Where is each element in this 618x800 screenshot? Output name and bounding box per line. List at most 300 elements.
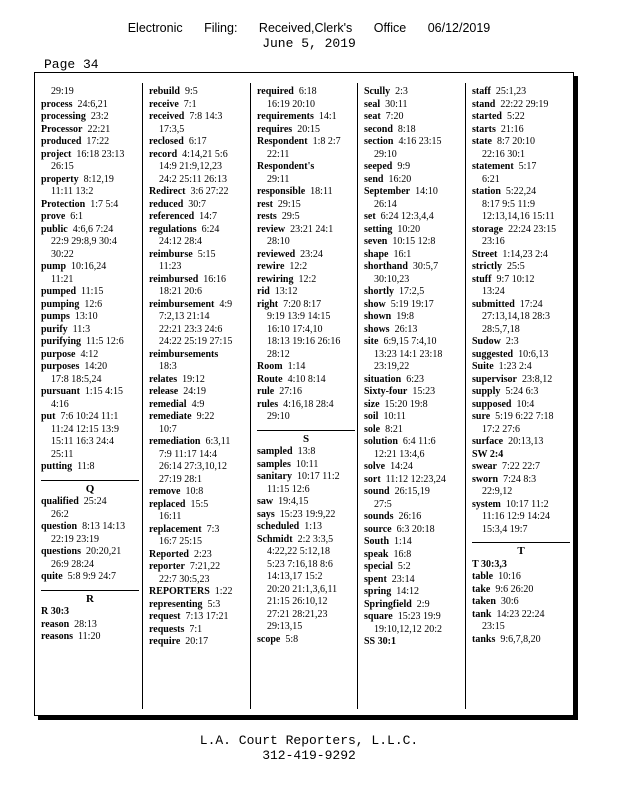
page-references: 18:11 [305,186,333,197]
page-references: 18:21 20:6 [159,286,203,297]
index-term: purposes [41,361,80,372]
page-references: 26:14 27:3,10,12 [159,461,228,472]
index-term: setting [364,223,393,235]
word-index-box [34,72,574,716]
page-references: 26:15,19 [389,486,430,497]
page-references: 17:3,5 [159,123,185,135]
page-references: 13:8 [292,446,316,457]
index-entry [149,399,247,412]
page-references: 9:5 [179,86,198,97]
page-references: 13:10 [69,311,98,322]
index-term: statement [472,161,514,172]
page-references: 12:13,14,16 15:11 [482,211,555,222]
page-references: 27:16 [274,386,302,397]
index-entry [257,534,355,547]
page-references: 11:11 13:2 [51,186,94,197]
index-entry [472,374,570,387]
index-term: samples [257,458,291,470]
page-references: 11:21 [51,273,74,285]
page-references: 13:23 14:1 23:18 [374,348,443,360]
index-entry [472,186,570,199]
page-references: 6:1 [65,211,84,222]
page-references: 15:23 [407,386,436,397]
index-entry [149,436,247,449]
index-term: responsible [257,186,306,197]
index-entry [149,161,247,174]
column-divider [142,83,143,709]
index-entry [364,149,462,162]
index-term: sanitary [257,471,292,482]
page-references: 1:14,23 2:4 [497,248,548,260]
page-references: 7:20 8:17 [278,298,322,310]
index-term: rebuild [149,86,180,97]
index-entry [149,574,247,587]
index-entry [364,386,462,399]
index-term: Street [472,248,498,260]
index-entry [257,124,355,137]
page-references: 25:24 [78,496,107,507]
page-references: 7:8 14:3 [184,111,223,122]
reporter-phone: 312-419-9292 [262,748,356,763]
index-term: pumped [41,286,77,297]
index-term: strictly [472,261,502,272]
index-entry [149,461,247,474]
section-rule [41,480,139,481]
index-entry [149,511,247,524]
index-entry [257,361,355,374]
index-entry [364,574,462,587]
index-entry [257,584,355,597]
page-references: 2:23 [189,548,212,560]
page-references: 16:16 [198,273,227,285]
page-references: 10:20 [392,223,421,235]
page-references: 7:1 [184,623,203,635]
index-term: rewire [257,261,285,272]
page-references: 29:5 [276,211,300,222]
index-entry [472,99,570,112]
index-entry [364,199,462,212]
index-entry [41,286,139,299]
page-references: 14:24 [385,461,413,472]
index-entry [364,524,462,537]
index-term: stuff [472,273,492,285]
index-entry [149,324,247,337]
page-references: 7:22 22:7 [497,461,541,472]
index-term: scheduled [257,521,300,532]
index-term: sole [364,423,381,435]
index-term: seeped [364,161,393,172]
index-term: rule [257,386,275,397]
index-term: shows [364,323,390,335]
page-references: 8:18 [392,123,416,135]
index-entry [41,374,139,387]
index-term: release [149,386,179,397]
page-references: 4:16 23:15 [393,136,442,147]
page-references: 5:17 [513,161,537,172]
page-references: 5:8 9:9 24:7 [62,571,117,582]
page-references: 1:8 2:7 [307,136,341,147]
index-entry [41,174,139,187]
page-references: 4:16,18 28:4 [278,398,334,410]
page-references: 4:12 [75,348,99,360]
page-references: 23:24 [295,248,323,260]
page-references: 26:13 [389,323,418,335]
index-term: swear [472,461,497,472]
page-references: 29:19 [51,86,74,97]
index-entry [257,509,355,522]
index-term: sampled [257,446,293,457]
index-term: regulations [149,223,197,235]
index-entry [41,299,139,312]
page-references: 26:9 28:24 [51,558,95,570]
index-entry [472,621,570,634]
index-term: source [364,523,392,535]
section-letter: S [302,432,310,445]
index-entry [41,546,139,559]
page-references: 17:24 [514,298,543,310]
page-references: 18:13 19:16 26:16 [267,336,341,347]
index-term: surface [472,436,504,447]
index-term: reduced [149,198,184,210]
page-references: 7:1 [178,98,197,110]
column-divider [357,83,358,709]
index-entry [364,161,462,174]
page-references: 4:10 8:14 [282,373,326,385]
index-term: Sixty-four [364,386,408,397]
index-column-5 [472,86,570,646]
page-references: 8:13 14:13 [77,521,126,532]
page-references: 28:13 [69,618,97,630]
page-references: 24:12 28:4 [159,236,203,247]
index-entry [472,634,570,647]
page-references: 29:11 [267,173,290,185]
index-entry [41,186,139,199]
page-references: 11:23 [159,261,182,272]
page-references: 27:13,14,18 28:3 [482,311,551,322]
index-term: SW 2:4 [472,448,504,460]
index-entry [41,349,139,362]
index-entry [149,86,247,99]
index-term: scope [257,633,281,645]
index-entry [149,286,247,299]
index-term: T 30:3,3 [472,558,507,570]
index-term: purifying [41,336,82,347]
page-references: 19:4,15 [273,496,309,507]
page-references: 11:24 12:15 13:9 [51,423,119,435]
page-references: 29:10 [267,411,290,422]
index-entry [41,631,139,644]
page-references: 29:15 [272,198,301,210]
page-references: 23:14 [386,573,415,585]
index-term: state [472,136,492,147]
page-references: 7:3 [201,523,220,535]
page-references: 12:21 13:4,6 [374,448,425,460]
index-entry [149,236,247,249]
index-term: quite [41,571,63,582]
page-references: 9:19 13:9 14:15 [267,311,331,322]
page-references: 11:16 12:9 14:24 [482,511,550,522]
page-references: 16:8 [388,548,412,560]
index-entry [364,86,462,99]
index-entry [472,474,570,487]
index-entry [149,636,247,649]
index-entry [257,336,355,349]
index-entry [257,99,355,112]
index-term: reviewed [257,248,296,260]
page-references: 3:6 27:22 [185,186,229,197]
index-entry [41,324,139,337]
page-references: 22:9 29:8,9 30:4 [51,236,117,247]
index-entry [472,609,570,622]
page-references: 9:9 [392,161,411,172]
index-entry [149,411,247,424]
index-entry [41,424,139,437]
page-references: 6:18 [293,86,317,97]
index-entry [149,536,247,549]
page-references: 27:19 28:1 [159,473,203,485]
index-term: solution [364,436,398,447]
index-entry [472,299,570,312]
index-entry [472,524,570,537]
page-references: 15:20 19:8 [379,398,428,410]
page-references: 23:15 [482,621,505,632]
index-term: show [364,298,386,310]
index-entry [257,571,355,584]
index-entry [149,624,247,637]
index-term: Protection [41,198,86,210]
index-entry [149,261,247,274]
page-references: 1:14 [282,361,306,372]
index-entry [149,136,247,149]
page-references: 10:6,13 [513,348,549,360]
page-references: 22:21 [82,123,111,135]
page-references: 19:8 [391,311,415,322]
index-entry [364,311,462,324]
index-term: relates [149,373,178,385]
index-entry [472,361,570,374]
index-entry [257,374,355,387]
page-references: 17:2,5 [394,286,425,297]
index-entry [41,124,139,137]
page-references: 7:6 10:24 11:1 [55,411,119,422]
index-entry [364,224,462,237]
index-entry [257,136,355,149]
index-entry [472,336,570,349]
page-references: 5:8 [280,633,299,645]
page-references: 12:2 [284,261,308,272]
index-entry [364,586,462,599]
index-entry [364,611,462,624]
index-entry [149,599,247,612]
index-entry [257,236,355,249]
page-references: 2:2 3:3,5 [292,533,334,545]
deposition-date: June 5, 2019 [262,36,356,51]
index-entry [257,311,355,324]
index-entry [364,449,462,462]
index-term: rewiring [257,273,294,285]
index-term: system [472,498,501,510]
index-entry [257,496,355,509]
index-term: process [41,98,73,110]
index-entry [472,499,570,512]
page-references: 2:3 [390,86,408,97]
index-term: REPORTERS [149,586,210,597]
index-term: size [364,398,380,410]
index-entry [257,211,355,224]
index-term: soil [364,411,379,422]
index-term: Redirect [149,186,186,197]
index-term: requirements [257,111,314,122]
index-term: tank [472,608,492,620]
page-references: 6:24 [196,223,220,235]
page-references: 30:6 [495,596,519,607]
page-references: 16:19 20:10 [267,98,316,110]
index-entry [472,236,570,249]
page-references: 5:22 [502,111,525,122]
index-term: reimbursements [149,348,219,360]
column-divider [250,83,251,709]
index-entry [472,386,570,399]
page-references: 14:20 [79,361,108,372]
page-references: 5:19 6:22 7:18 [490,411,554,422]
index-term: remedial [149,398,187,410]
page-references: 20:13,13 [503,436,544,447]
index-entry [364,336,462,349]
index-term: Suite [472,361,494,372]
index-entry [41,619,139,632]
section-letter: Q [85,482,95,495]
index-term: Sudow [472,336,501,347]
index-entry [364,549,462,562]
page-references: 26:2 [51,508,69,520]
index-entry [149,474,247,487]
index-entry [364,99,462,112]
page-references: 4:14,21 5:6 [177,148,228,160]
page-references: 1:22 [209,586,233,597]
index-term: set [364,211,376,222]
index-term: remove [149,486,181,497]
index-entry [364,236,462,249]
page-references: 15:3,4 19:7 [482,523,528,535]
page-references: 29:13,15 [267,621,303,632]
index-entry [364,374,462,387]
page-references: 10:16 [493,571,521,582]
index-entry [257,446,355,459]
index-term: pumps [41,311,70,322]
page-references: 23:2 [85,111,109,122]
index-entry [257,186,355,199]
index-entry [472,424,570,437]
index-entry [41,274,139,287]
page-references: 17:2 27:6 [482,423,521,435]
index-entry [41,449,139,462]
page-references: 23:16 [482,236,505,247]
index-term: right [257,298,279,310]
page-references: 24:6,21 [72,98,108,110]
page-references: 5:3 [202,598,221,610]
page-references: 30:11 [380,98,408,110]
index-term: second [364,123,393,135]
index-entry [472,571,570,584]
index-entry [41,559,139,572]
index-term: says [257,508,275,520]
index-entry [472,286,570,299]
index-term: rules [257,398,279,410]
index-term: submitted [472,298,515,310]
index-entry [257,559,355,572]
index-term: supervisor [472,373,517,385]
index-entry [41,521,139,534]
index-column-2 [149,86,247,649]
index-term: shorthand [364,261,408,272]
index-term: take [472,583,491,595]
index-entry [364,486,462,499]
index-term: required [257,86,294,97]
index-term: reporter [149,561,185,572]
index-entry [41,361,139,374]
page-references: 17:8 18:5,24 [51,373,102,385]
page-references: 1:13 [299,521,323,532]
section-rule [41,590,139,591]
index-term: Processor [41,123,83,135]
index-term: send [364,173,384,185]
index-term: taken [472,596,496,607]
index-column-1 [41,86,139,644]
page-references: 14:12 [391,586,420,597]
index-entry [472,411,570,424]
index-term: record [149,148,178,160]
index-entry [149,274,247,287]
index-entry [472,124,570,137]
page-references: 25:11 [51,448,74,460]
index-term: rest [257,198,273,210]
section-rule [472,542,570,543]
index-term: Reported [149,548,189,560]
index-entry [149,561,247,574]
page-references: 28:10 [267,236,290,247]
page-references: 10:8 [180,486,204,497]
index-entry [257,471,355,484]
index-term: seal [364,98,381,110]
page-references: 15:5 [185,498,209,510]
index-term: section [364,136,394,147]
index-term: Scully [364,86,391,97]
index-term: suggested [472,348,514,360]
index-entry [41,311,139,324]
index-entry [364,174,462,187]
index-entry [257,411,355,424]
page-references: 20:20,21 [81,546,122,557]
index-term: questions [41,546,82,557]
index-entry [41,496,139,509]
index-term: supply [472,386,501,397]
index-entry [257,249,355,262]
stamp-received: Received,Clerk's [258,21,353,35]
index-entry [364,349,462,362]
page-references: 26:15 [51,161,74,172]
page-references: 9:6,7,8,20 [495,633,541,645]
page-references: 10:15 12:8 [387,236,436,247]
index-entry [257,199,355,212]
index-entry [364,361,462,374]
index-term: SS 30:1 [364,636,396,647]
page-references: 6:4 11:6 [397,436,436,447]
index-entry [257,149,355,162]
page-references: 16:10 17:4,10 [267,323,323,335]
page-references: 2:3 [500,336,519,347]
page-references: 4:16 [51,398,69,410]
page-references: 25:5 [502,261,525,272]
